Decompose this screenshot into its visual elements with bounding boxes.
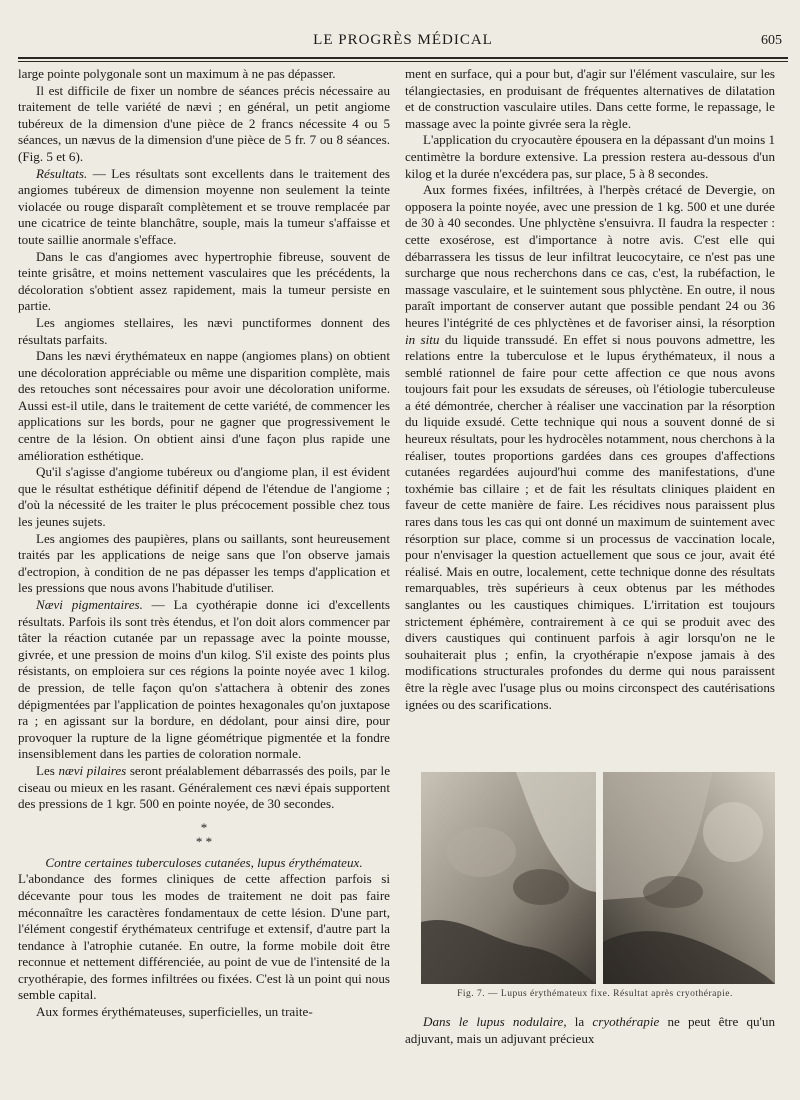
section-lead: Nævi pigmentaires. <box>36 597 143 612</box>
paragraph: Les nævi pilaires seront préalablement débarrassés des poils, par le ciseau ou mieux en les rasant. Généralement ces nævi épais supportent des pressions de 1 kgr. 500 en pointe noyée, de 30 secondes. <box>18 762 391 812</box>
paragraph: Nævi pigmentaires. — La cyothérapie donne ici d'excellents résultats. Parfois ils sont très étendus, et l'on doit alors commencer par tâter la réaction cutanée par un repassage avec la pointe mousse, givrée, et une pression de moins d'un kilog. S'il existe des points plus résistants, on emploiera sur ces régions la pointe noyée avec 1 kilog. de pression, de telle façon qu'on s'attachera à obtenir des zones dépigmentées par l'application de pointes hexagonales qu'on juxtapose ra ; en agissant sur la bordure, en dédolant, pour ainsi dire, pour provoquer la rupture de la ligne géométrique pigmentée et la fondre insensiblement dans les parties de coloration normale. <box>18 597 390 762</box>
header-rule <box>18 57 788 62</box>
paragraph: Dans les nævi érythémateux en nappe (angiomes plans) on obtient une décoloration appréciable ou même une disparition complète, mais des retouches sont nécessaires pour avoir une décoloration uniforme. Aussi est-il utile, dans le traitement de cette variété, de commencer les applications sur les bords, pour ne gagner que progressivement le centre de la lésion. On obtient ainsi d'une façon plus rapide une amélioration esthétique. <box>18 348 390 463</box>
paragraph: Il est difficile de fixer un nombre de séances précis nécessaire au traitement de telle variété de nævi ; en général, un petit angiome tubéreux de la dimension d'une pièce de 2 francs nécessite 4 ou 5 séances, un nævus de la dimension d'une pièce de 5 fr. 7 ou 8 séances. (Fig. 5 et 6). <box>18 82 390 164</box>
before-photo <box>421 772 596 984</box>
figure-caption: Fig. 7. — Lupus érythémateux fixe. Résultat après cryothérapie. <box>457 989 733 999</box>
paragraph: L'abondance des formes cliniques de cette affection parfois si décevante pour tous les modes de traitement ne doit pas faire méconnaître les caractères fondamentaux de cette lésion. D'une part, l'élément congestif érythémateux centrifuge et extensif, d'autre part la tendance à l'atrophie cutanée. En outre, la forme mobile doit être reconnue et nettement différenciée, au point de vue de l'intensité de la cryothérapie, des formes infiltrées ou fixées. C'est là un point qui nous semble capital. <box>18 871 390 1003</box>
paragraph: Aux formes érythémateuses, superficielles, un traite- <box>36 1004 313 1020</box>
paragraph: Les angiomes stellaires, les nævi punctiformes donnent des résultats parfaits. <box>18 314 390 347</box>
figure-7 <box>413 772 777 984</box>
section-lead: Résultats. <box>36 165 88 181</box>
paragraph: Dans le cas d'angiomes avec hypertrophie fibreuse, souvent de teinte grisâtre, et moins nettement vasculaires que les précédents, la décoloration s'obtient assez rapidement, mais la tumeur persiste en partie. <box>18 248 390 314</box>
paragraph: ment en surface, qui a pour but, d'agir sur l'élément vasculaire, sur les télangiectasies, en produisant de fréquentes alternatives de dilatation et de construction vasculaire utiles. Dans cette forme, le repassage, le massage avec la pointe givrée sera la règle. <box>405 66 775 131</box>
paragraph: Les angiomes des paupières, plans ou saillants, sont heureusement traités par les applications de neige sans que l'on observe jamais d'ectropion, à condition de ne pas dépasser les temps d'application et les pressions que nous avons l'habitude d'utiliser. <box>18 530 390 596</box>
page-number: 605 <box>761 33 782 48</box>
after-photo <box>603 772 775 984</box>
left-column <box>18 66 390 1021</box>
section-separator: * * * <box>195 819 213 849</box>
running-title: LE PROGRÈS MÉDICAL <box>313 32 493 48</box>
paragraph: large pointe polygonale sont un maximum à ne pas dépasser. <box>18 66 336 81</box>
paragraph: Résultats. — Les résultats sont excellents dans le traitement des angiomes tubéreux de dimension moyenne non seulement la teinte violacée ou rouge disparaît complètement et se trouve remplacée par une cicatrice de teinte blanchâtre, souple, mais la tumeur s'affaisse et toute saillie anormale s'efface. <box>18 165 390 247</box>
paragraph: Dans le lupus nodulaire, la cryothérapie ne peut être qu'un adjuvant, mais un adjuvant précieux <box>405 1014 775 1046</box>
right-column <box>405 66 775 713</box>
page-header <box>18 32 788 54</box>
right-column-bottom <box>405 1014 775 1047</box>
paragraph: Aux formes fixées, infiltrées, à l'herpès crétacé de Devergie, on opposera la pointe noyée, avec une pression de 1 kg. 500 et une durée de 30 à 40 secondes. Une phlyctène s'ensuivra. Il faudra la respecter : cette exosérose, est d'importance à notre avis. C'est elle qui débarrassera les tissus de leur infiltrat leucocytaire, ce n'est pas une surcharge que nous recherchons dans ce cas, c'est, la rubéfaction, le massage vasculaire, et le suintement sous phlyctène. En outre, il nous paraît important de conserver autant que possible pendant 24 ou 36 heures l'intégrité de ces phlyctènes et de favoriser ainsi, la résorption in situ du liquide transsudé. En effet si nous pouvons admettre, les relations entre la tuberculose et le lupus érythémateux, il nous a semblé rationnel de faire pour cette affection ce que nous avons toujours fait pour les exsudats de séreuses, où l'étiologie tuberculeuse a été démontrée, chercher à réaliser une vaccination par la résorption du liquide exsudé. Cette technique qui nous a souvent donné de si heureux résultats, pour les hydrocèles notamment, nous cherchons à la réaliser, toutes proportions gardées dans ces groupes d'affections cutanées regardées aujourd'hui comme des manifestations, d'une toxhémie bas cillaire ; et de fait les résultats cliniques plaident en faveur de cette manière de faire. Les récidives nous paraissent plus rares dans tous les cas qui ont donné un maximum de suintement avec résorption sur place, comme si un processus de vaccination locale, pour n'envisager la question actuellement que sous ce jour, avait été réalisé. Mais en outre, localement, cette technique donne des résultats remarquables, très supérieurs à ceux obtenus par les méthodes sanglantes ou les caustiques chimiques. L'irritation est toujours strictement éphémère, contrairement à ce qui se produit avec des divers caustiques qui continuent parfois à agir lorsqu'on ne le souhaiterait plus ; enfin, la cryothérapie n'expose jamais à des modifications structurales profondes du derme qui nous paraissent être la règle avec l'usage plus ou moins circonspect des cautérisations ignées ou des scarifications. <box>405 182 775 712</box>
paragraph: L'application du cryocautère épousera en la dépassant d'un moins 1 centimètre la bordure extensive. La pression restera au-dessous d'un kilog et la durée n'excédera pas, sur place, 5 à 8 secondes. <box>405 132 775 181</box>
paragraph: Qu'il s'agisse d'angiome tubéreux ou d'angiome plan, il est évident que le résultat esthétique définitif dépend de l'étendue de l'angiome ; d'où la nécessité de les traiter le plus précocement possible chez tous les jeunes sujets. <box>18 464 390 530</box>
section-heading: Contre certaines tuberculoses cutanées, lupus érythémateux. <box>45 854 363 870</box>
